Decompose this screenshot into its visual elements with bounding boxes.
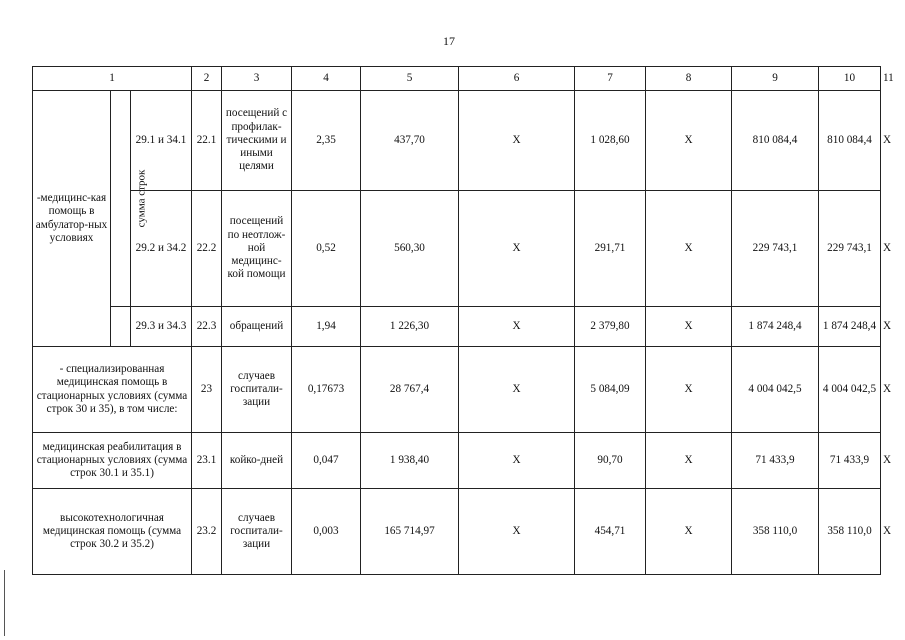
header-row: 1 2 3 4 5 6 7 8 9 10 11 (33, 67, 881, 91)
page-number: 17 (443, 34, 455, 48)
row-code: 22.3 (192, 307, 222, 347)
row-code: 23 (192, 347, 222, 433)
row-label: медицинская реабилитация в стационарных условиях (сумма строк 30.1 и 35.1) (33, 433, 192, 489)
cell-c10: 229 743,1 (819, 191, 881, 307)
cell-c8: Х (646, 489, 732, 575)
cell-c10: 358 110,0 (819, 489, 881, 575)
row-code: 22.2 (192, 191, 222, 307)
row-ref: 29.3 и 34.3 (131, 307, 192, 347)
cell-c7: 1 028,60 (575, 91, 646, 191)
cell-c7: 2 379,80 (575, 307, 646, 347)
table-row: высокотехнологичная медицинская помощь (сумма строк 30.2 и 35.2) 23.2 случаев госпитали-зации 0,003 165 714,97 Х 454,71 Х 358 110,0 358 110,0 Х (33, 489, 881, 575)
cell-c6: Х (459, 91, 575, 191)
header-cell-3: 3 (222, 67, 292, 91)
cell-c8: Х (646, 307, 732, 347)
cell-c5: 1 226,30 (361, 307, 459, 347)
cell-c9: 229 743,1 (732, 191, 819, 307)
row-unit: посещений с профилак-тическими и иными целями (222, 91, 292, 191)
cell-c5: 165 714,97 (361, 489, 459, 575)
header-cell-1: 1 (33, 67, 192, 91)
row-unit: обращений (222, 307, 292, 347)
blank-cell (111, 307, 131, 347)
cell-c8: Х (646, 347, 732, 433)
cell-c4: 1,94 (292, 307, 361, 347)
cell-c7: 454,71 (575, 489, 646, 575)
row-code: 22.1 (192, 91, 222, 191)
cell-c6: Х (459, 307, 575, 347)
row-unit: случаев госпитали-зации (222, 347, 292, 433)
cell-c10: 4 004 042,5 (819, 347, 881, 433)
cell-c6: Х (459, 433, 575, 489)
cell-c8: Х (646, 433, 732, 489)
cell-c7: 5 084,09 (575, 347, 646, 433)
header-cell-7: 7 (575, 67, 646, 91)
cell-c4: 0,047 (292, 433, 361, 489)
cell-c9: 358 110,0 (732, 489, 819, 575)
cell-c9: 810 084,4 (732, 91, 819, 191)
table-row: медицинская реабилитация в стационарных условиях (сумма строк 30.1 и 35.1) 23.1 койко-дней 0,047 1 938,40 Х 90,70 Х 71 433,9 71 433,9 Х (33, 433, 881, 489)
row-code: 23.1 (192, 433, 222, 489)
table-row: - специализированная медицинская помощь в стационарных условиях (сумма строк 30 и 35), в том числе: 23 случаев госпитали-зации 0,17673 28 767,4 Х 5 084,09 Х 4 004 042,5 4 004 042,5 Х (33, 347, 881, 433)
cell-c9: 71 433,9 (732, 433, 819, 489)
cell-c4: 0,17673 (292, 347, 361, 433)
margin-line (4, 570, 5, 636)
cell-c5: 28 767,4 (361, 347, 459, 433)
header-cell-6: 6 (459, 67, 575, 91)
cell-c4: 0,52 (292, 191, 361, 307)
header-cell-9: 9 (732, 67, 819, 91)
cell-c9: 1 874 248,4 (732, 307, 819, 347)
table-row: 29.3 и 34.3 22.3 обращений 1,94 1 226,30 Х 2 379,80 Х 1 874 248,4 1 874 248,4 Х (33, 307, 881, 347)
vertical-sum-text: сумма строк (135, 169, 148, 228)
cell-c5: 1 938,40 (361, 433, 459, 489)
cell-c6: Х (459, 489, 575, 575)
cell-c5: 560,30 (361, 191, 459, 307)
header-cell-10: 10 (819, 67, 881, 91)
vertical-sum-label (111, 91, 148, 307)
cell-c10: 71 433,9 (819, 433, 881, 489)
header-cell-5: 5 (361, 67, 459, 91)
row-unit: койко-дней (222, 433, 292, 489)
cell-c6: Х (459, 191, 575, 307)
cell-c5: 437,70 (361, 91, 459, 191)
ambulatory-label: -медицинс-кая помощь в амбулатор-ных условиях (33, 91, 111, 347)
cell-c6: Х (459, 347, 575, 433)
cell-c7: 291,71 (575, 191, 646, 307)
header-cell-8: 8 (646, 67, 732, 91)
cell-c4: 0,003 (292, 489, 361, 575)
table-row: -медицинс-кая помощь в амбулатор-ных условиях сумма строк 29.1 и 34.1 22.1 посещений с профилак-тическими и иными целями 2,35 437,70 Х 1 028,60 Х 810 084,4 810 084,4 Х (33, 91, 881, 191)
cell-c7: 90,70 (575, 433, 646, 489)
row-unit: случаев госпитали-зации (222, 489, 292, 575)
cell-c8: Х (646, 91, 732, 191)
table-row: 29.2 и 34.2 22.2 посещений по неотлож-ной медицинс-кой помощи 0,52 560,30 Х 291,71 Х 229 743,1 229 743,1 Х (33, 191, 881, 307)
cell-c4: 2,35 (292, 91, 361, 191)
header-cell-2: 2 (192, 67, 222, 91)
header-cell-4: 4 (292, 67, 361, 91)
cell-c8: Х (646, 191, 732, 307)
row-unit: посещений по неотлож-ной медицинс-кой помощи (222, 191, 292, 307)
row-code: 23.2 (192, 489, 222, 575)
row-ref: 29.1 и 34.1 (131, 91, 192, 191)
cell-c10: 1 874 248,4 (819, 307, 881, 347)
data-table (32, 66, 894, 575)
cell-c9: 4 004 042,5 (732, 347, 819, 433)
row-ref: 29.2 и 34.2 (131, 191, 192, 307)
row-label: - специализированная медицинская помощь в стационарных условиях (сумма строк 30 и 35), в том числе: (33, 347, 192, 433)
row-label: высокотехнологичная медицинская помощь (сумма строк 30.2 и 35.2) (33, 489, 192, 575)
cell-c10: 810 084,4 (819, 91, 881, 191)
